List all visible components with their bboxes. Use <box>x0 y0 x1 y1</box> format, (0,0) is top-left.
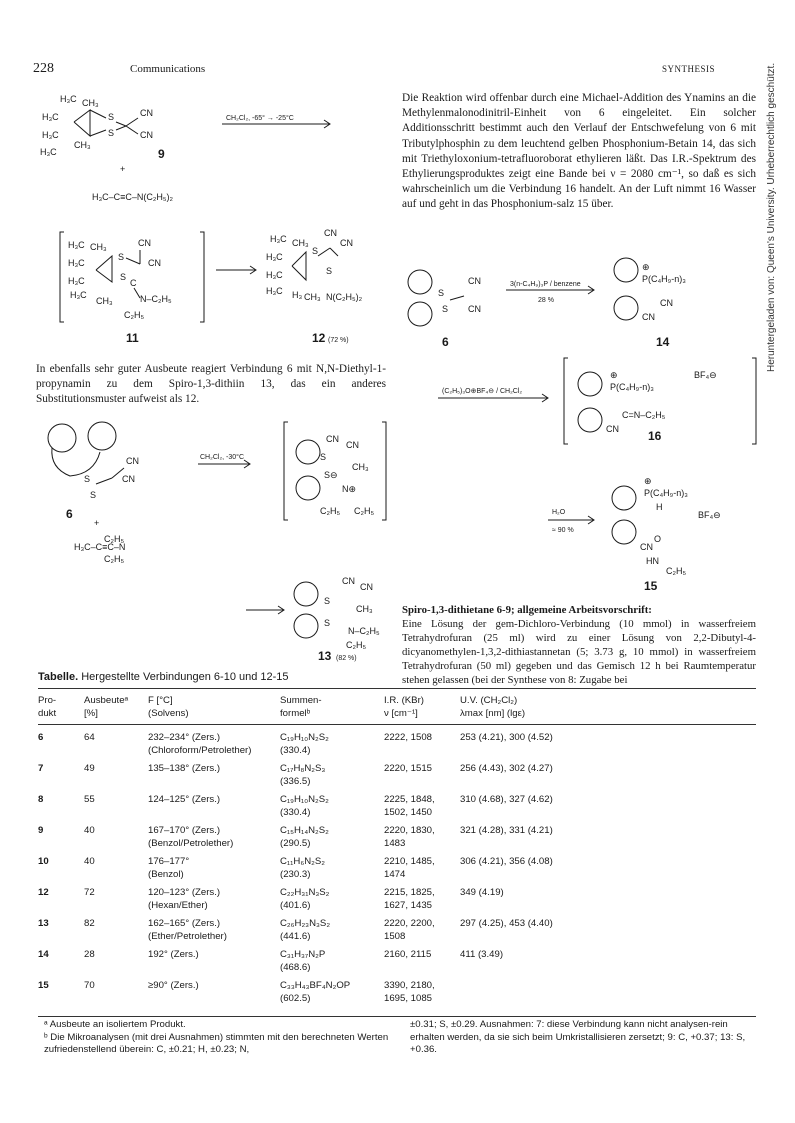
svg-text:H: H <box>656 502 663 512</box>
table-top-rule <box>38 688 756 689</box>
svg-text:H₃C: H₃C <box>40 147 57 157</box>
label-11: 11 <box>126 331 139 345</box>
cell-product: 7 <box>38 763 44 774</box>
svg-text:H₃C: H₃C <box>266 286 283 296</box>
svg-text:S: S <box>312 246 319 256</box>
cell-formula: C₂₆H₂₃N₃S₂ (441.6) <box>280 918 331 942</box>
svg-text:CH₃: CH₃ <box>82 98 99 108</box>
structure-13 <box>294 576 380 650</box>
procedure-heading: Spiro-1,3-dithietane 6-9; allgemeine Arbeitsvorschrift: <box>402 604 652 616</box>
cell-formula: C₁₉H₁₀N₂S₂ (330.4) <box>280 732 329 756</box>
svg-text:O: O <box>654 534 662 544</box>
svg-text:⊕: ⊕ <box>610 370 618 380</box>
svg-text:S: S <box>320 452 327 462</box>
table-row <box>38 912 756 943</box>
svg-text:C₂H₅: C₂H₅ <box>320 506 341 516</box>
table-bottom-rule <box>38 1016 756 1017</box>
yield-13: (82 %) <box>336 655 357 662</box>
svg-text:CN: CN <box>324 228 337 238</box>
svg-text:S: S <box>442 304 449 314</box>
table-row <box>38 757 756 788</box>
svg-text:H₃C: H₃C <box>42 112 59 122</box>
table-row <box>38 850 756 881</box>
svg-text:CN: CN <box>606 424 619 434</box>
structure-14 <box>614 258 686 322</box>
page-number: 228 <box>33 61 54 76</box>
scheme-1-ynamine-addition <box>30 80 390 350</box>
download-notice-text: Heruntergeladen von: Queen's University. Urheberrechtlich geschützt. <box>766 62 777 372</box>
scheme-2-dithiin-formation <box>30 412 390 662</box>
table-title-rest: Hergestellte Verbindungen 6-10 und 12-15 <box>81 671 289 683</box>
svg-text:CN: CN <box>360 582 373 592</box>
cell-ir: 2160, 2115 <box>384 949 432 960</box>
svg-text:C₂H₅: C₂H₅ <box>104 534 125 544</box>
structure-intermediate-zwitterion <box>284 422 386 520</box>
cell-ir: 2220, 1515 <box>384 763 433 774</box>
svg-text:CN: CN <box>468 276 481 286</box>
svg-text:CH₃: CH₃ <box>292 238 309 248</box>
svg-text:C₂H₅: C₂H₅ <box>124 310 145 320</box>
cell-yield: 70 <box>84 980 95 991</box>
cell-yield: 40 <box>84 825 95 836</box>
cell-product: 13 <box>38 918 49 929</box>
journal-name: SYNTHESIS <box>662 64 716 74</box>
svg-text:BF₄⊖: BF₄⊖ <box>698 510 721 520</box>
scheme-3-phosphonium <box>398 248 760 598</box>
cell-ir: 2220, 2200, 1508 <box>384 918 435 942</box>
svg-text:C=N–C₂H₅: C=N–C₂H₅ <box>622 410 666 420</box>
cell-product: 8 <box>38 794 44 805</box>
cell-yield: 64 <box>84 732 95 743</box>
cell-product: 12 <box>38 887 49 898</box>
svg-text:CH₃: CH₃ <box>352 462 369 472</box>
footnote-continuation: ±0.31; S, ±0.29. Ausnahmen: 7: diese Verbindung kann nicht analysen-rein erhalten werden, da sie sich beim Umkristallisieren zersetzt; 9: C, +0.37; 13: S, +0.36. <box>410 1019 746 1055</box>
label-12: 12 <box>312 331 326 345</box>
table-row <box>38 943 756 974</box>
cell-yield: 49 <box>84 763 95 774</box>
svg-text:S: S <box>120 272 127 282</box>
svg-text:CH₃: CH₃ <box>74 140 91 150</box>
svg-text:S: S <box>118 252 125 262</box>
cell-mp: ≥90° (Zers.) <box>148 980 199 991</box>
svg-text:C₂H₅: C₂H₅ <box>354 506 375 516</box>
cell-product: 15 <box>38 980 49 991</box>
label-13: 13 <box>318 649 332 662</box>
cell-ir: 2220, 1830, 1483 <box>384 825 435 849</box>
svg-text:S: S <box>438 288 445 298</box>
header-cell-mp: F [°C] (Solvens) <box>148 695 189 719</box>
svg-text:C₂H₅: C₂H₅ <box>104 554 125 564</box>
scheme-3-reagent-2: (C₂H₅)₃O⊕BF₄⊖ / CH₂Cl₂ <box>442 388 523 395</box>
cell-mp: 135–138° (Zers.) <box>148 763 221 774</box>
yield-12: (72 %) <box>328 337 349 344</box>
structure-11 <box>60 232 204 322</box>
svg-text:HN: HN <box>646 556 659 566</box>
svg-text:H₃C: H₃C <box>68 276 85 286</box>
header-cell-yield: Ausbeuteᵃ [%] <box>84 695 129 719</box>
cell-ir: 2222, 1508 <box>384 732 433 743</box>
scheme-3-reagent-1: 3(n-C₄H₉)₃P / benzene <box>510 281 581 288</box>
svg-text:CH₃: CH₃ <box>96 296 113 306</box>
cell-mp: 162–165° (Zers.) (Ether/Petrolether) <box>148 918 227 942</box>
cell-formula: C₁₇H₈N₂S₃ (336.5) <box>280 763 326 787</box>
table-row <box>38 726 756 757</box>
cell-ir: 2210, 1485, 1474 <box>384 856 435 880</box>
footnotes-right <box>410 1019 756 1057</box>
svg-text:CN: CN <box>468 304 481 314</box>
footnotes-left <box>44 1019 394 1057</box>
svg-text:S: S <box>324 596 331 606</box>
svg-text:CN: CN <box>342 576 355 586</box>
svg-text:H₃C: H₃C <box>70 290 87 300</box>
right-paragraph-text: Die Reaktion wird offenbar durch eine Michael-Addition des Ynamins an die Methylenmalonodinitril-Einheit von 6 eingeleitet. Ein solcher Additionsschritt bestimmt auch den Verlauf der Entschwefelung von 6 mit Tributylphosphin zu dem leuchtend gelben Phosphonium-Betain 14, das sich mit Triethyloxonium-tetrafluoroborat ethylieren läßt. Das I.R.-Spektrum des Ethylierungsproduktes zeigt eine Bande bei ν = 2080 cm⁻¹, so daß es sich wahrscheinlich um die Verbindung 16 handelt. An der Luft nimmt 16 Wasser auf und geht in das Phosphonium-salz 15 über. <box>402 92 756 211</box>
cell-product: 9 <box>38 825 44 836</box>
structure-6-left <box>48 422 139 500</box>
svg-text:N(C₂H₅)₂: N(C₂H₅)₂ <box>326 292 363 302</box>
table-row <box>38 788 756 819</box>
cell-formula: C₁₅H₁₄N₂S₂ (290.5) <box>280 825 329 849</box>
svg-text:H₃C: H₃C <box>42 130 59 140</box>
yield-15: ≈ 90 % <box>552 527 574 534</box>
svg-text:P(C₄H₉-n)₃: P(C₄H₉-n)₃ <box>642 274 686 284</box>
table-row <box>38 819 756 850</box>
svg-text:⊕: ⊕ <box>642 262 650 272</box>
svg-text:CN: CN <box>140 108 153 118</box>
cell-yield: 82 <box>84 918 95 929</box>
svg-text:CN: CN <box>140 130 153 140</box>
footnote-a: ᵃ Ausbeute an isoliertem Produkt. <box>44 1019 186 1030</box>
scheme-1-reagent: CH₂Cl₂, -65° → -25°C <box>226 115 294 122</box>
svg-text:H₃C: H₃C <box>270 234 287 244</box>
table-row <box>38 974 756 1005</box>
svg-text:H₃: H₃ <box>292 290 303 300</box>
svg-text:S⊖: S⊖ <box>324 470 338 480</box>
svg-text:S: S <box>84 474 91 484</box>
cell-formula: C₂₂H₃₁N₃S₂ (401.6) <box>280 887 330 911</box>
intro-paragraph-text: In ebenfalls sehr guter Ausbeute reagiert Verbindung 6 mit N,N-Diethyl-1-propynamin zu dem Spiro-1,3-dithiin 13, das ein anderes Substitutionsmuster aufweist als 12. <box>36 363 386 406</box>
cell-uv: 306 (4.21), 356 (4.08) <box>460 856 553 867</box>
svg-text:CN: CN <box>326 434 339 444</box>
download-notice <box>766 0 780 372</box>
compounds-table <box>38 694 756 1005</box>
header-cell-formula: Summen- formelᵇ <box>280 695 322 719</box>
svg-text:N⊕: N⊕ <box>342 484 357 494</box>
label-6-right: 6 <box>442 335 449 349</box>
svg-text:+: + <box>120 164 126 174</box>
cell-yield: 55 <box>84 794 95 805</box>
svg-text:CN: CN <box>346 440 359 450</box>
structure-9 <box>40 94 153 157</box>
svg-text:CH₃: CH₃ <box>356 604 373 614</box>
svg-text:+: + <box>94 518 100 528</box>
svg-text:CN: CN <box>642 312 655 322</box>
svg-text:⊕: ⊕ <box>644 476 652 486</box>
right-paragraph <box>402 91 756 213</box>
svg-text:H₃C–C≡C–N: H₃C–C≡C–N <box>74 542 126 552</box>
svg-text:S: S <box>326 266 333 276</box>
table-title-bold: Tabelle. <box>38 671 79 683</box>
svg-text:H₃C: H₃C <box>68 240 85 250</box>
label-16: 16 <box>648 429 662 443</box>
cell-mp: 124–125° (Zers.) <box>148 794 221 805</box>
structure-12 <box>266 228 363 302</box>
structure-15 <box>612 476 721 576</box>
svg-text:CN: CN <box>340 238 353 248</box>
svg-text:S: S <box>90 490 97 500</box>
svg-text:S: S <box>108 128 115 138</box>
cell-mp: 176–177° (Benzol) <box>148 856 190 880</box>
cell-formula: C₁₁H₆N₂S₂ (230.3) <box>280 856 325 880</box>
intro-paragraph <box>36 362 386 408</box>
label-6-left: 6 <box>66 507 73 521</box>
svg-text:CH₃: CH₃ <box>304 292 321 302</box>
cell-ir: 2215, 1825, 1627, 1435 <box>384 887 435 911</box>
section-title: Communications <box>130 63 206 75</box>
svg-text:P(C₄H₉-n)₃: P(C₄H₉-n)₃ <box>644 488 688 498</box>
cell-ir: 3390, 2180, 1695, 1085 <box>384 980 435 1004</box>
svg-text:CN: CN <box>122 474 135 484</box>
cell-product: 14 <box>38 949 49 960</box>
cell-formula: C₃₃H₄₃BF₄N₂OP (602.5) <box>280 980 351 1004</box>
scheme-2-reagent: CH₂Cl₂, -30°C <box>200 454 245 461</box>
cell-yield: 40 <box>84 856 95 867</box>
svg-text:H₃C: H₃C <box>266 270 283 280</box>
header-cell-ir: I.R. (KBr) ν [cm⁻¹] <box>384 695 424 719</box>
table-title <box>38 671 289 683</box>
svg-text:H₃C: H₃C <box>60 94 77 104</box>
header-cell-uv: U.V. (CH₂Cl₂) λmax [nm] (lgε) <box>460 695 526 719</box>
svg-text:H₃C: H₃C <box>68 258 85 268</box>
cell-ir: 2225, 1848, 1502, 1450 <box>384 794 435 818</box>
svg-text:C₂H₅: C₂H₅ <box>666 566 687 576</box>
cell-mp: 232–234° (Zers.) (Chloroform/Petrolether) <box>148 732 252 756</box>
cell-mp: 167–170° (Zers.) (Benzol/Petrolether) <box>148 825 234 849</box>
structure-6-right <box>408 270 481 326</box>
svg-text:CN: CN <box>640 542 653 552</box>
cell-uv: 349 (4.19) <box>460 887 504 898</box>
yield-14: 28 % <box>538 297 554 304</box>
cell-uv: 297 (4.25), 453 (4.40) <box>460 918 553 929</box>
ynamine-formula: H₃C–C≡C–N(C₂H₅)₂ <box>92 192 174 202</box>
cell-uv: 411 (3.49) <box>460 949 504 960</box>
svg-text:P(C₄H₉-n)₃: P(C₄H₉-n)₃ <box>610 382 654 392</box>
table-header <box>38 694 756 726</box>
svg-text:S: S <box>324 618 331 628</box>
svg-text:CN: CN <box>126 456 139 466</box>
cell-product: 6 <box>38 732 44 743</box>
footnote-b: ᵇ Die Mikroanalysen (mit drei Ausnahmen) stimmten mit den berechneten Werten zufriedenstellend überein: C, ±0.21; H, ±0.23; N, <box>44 1031 389 1055</box>
svg-text:N–C₂H₅: N–C₂H₅ <box>348 626 380 636</box>
label-15: 15 <box>644 579 658 593</box>
cell-yield: 28 <box>84 949 95 960</box>
cell-product: 10 <box>38 856 49 867</box>
table-row <box>38 881 756 912</box>
cell-uv: 310 (4.68), 327 (4.62) <box>460 794 553 805</box>
svg-text:C₂H₅: C₂H₅ <box>346 640 367 650</box>
cell-uv <box>460 974 756 1005</box>
table-header-rule <box>38 724 756 725</box>
svg-text:CN: CN <box>148 258 161 268</box>
svg-text:BF₄⊖: BF₄⊖ <box>694 370 717 380</box>
svg-text:H₃C: H₃C <box>266 252 283 262</box>
cell-mp: 192° (Zers.) <box>148 949 199 960</box>
svg-text:S: S <box>108 112 115 122</box>
cell-uv: 321 (4.28), 331 (4.21) <box>460 825 553 836</box>
svg-text:CH₃: CH₃ <box>90 242 107 252</box>
svg-text:CN: CN <box>138 238 151 248</box>
svg-text:C: C <box>130 278 137 288</box>
procedure-text: Eine Lösung der gem-Dichloro-Verbindung (10 mmol) in wasserfreiem Tetrahydrofuran (25 ml) wird zu einer Lösung von 2,2-Dibutyl-4-dicyanomethylen-1,3,2-dithiastannetan (5; 3.73 g, 10 mmol) in wasserfreiem Tetrahydrofuran (50 ml) gegeben und das Gemisch 12 h bei Raumtemperatur stehen gelassen (bei der Synthese von 8: Zugabe bei <box>402 618 756 686</box>
cell-uv: 253 (4.21), 300 (4.52) <box>460 732 553 743</box>
svg-text:CN: CN <box>660 298 673 308</box>
cell-formula: C₃₁H₃₇N₂P (468.6) <box>280 949 326 973</box>
cell-mp: 120–123° (Zers.) (Hexan/Ether) <box>148 887 221 911</box>
label-9: 9 <box>158 147 165 161</box>
cell-formula: C₁₉H₁₀N₂S₂ (330.4) <box>280 794 329 818</box>
svg-text:N–C₂H₅: N–C₂H₅ <box>140 294 172 304</box>
scheme-3-reagent-3: H₂O <box>552 509 566 516</box>
table-body <box>38 726 756 1005</box>
label-14: 14 <box>656 335 670 349</box>
header-cell-product: Pro- dukt <box>38 695 57 719</box>
cell-yield: 72 <box>84 887 95 898</box>
procedure-section <box>402 603 756 687</box>
cell-uv: 256 (4.43), 302 (4.27) <box>460 763 553 774</box>
